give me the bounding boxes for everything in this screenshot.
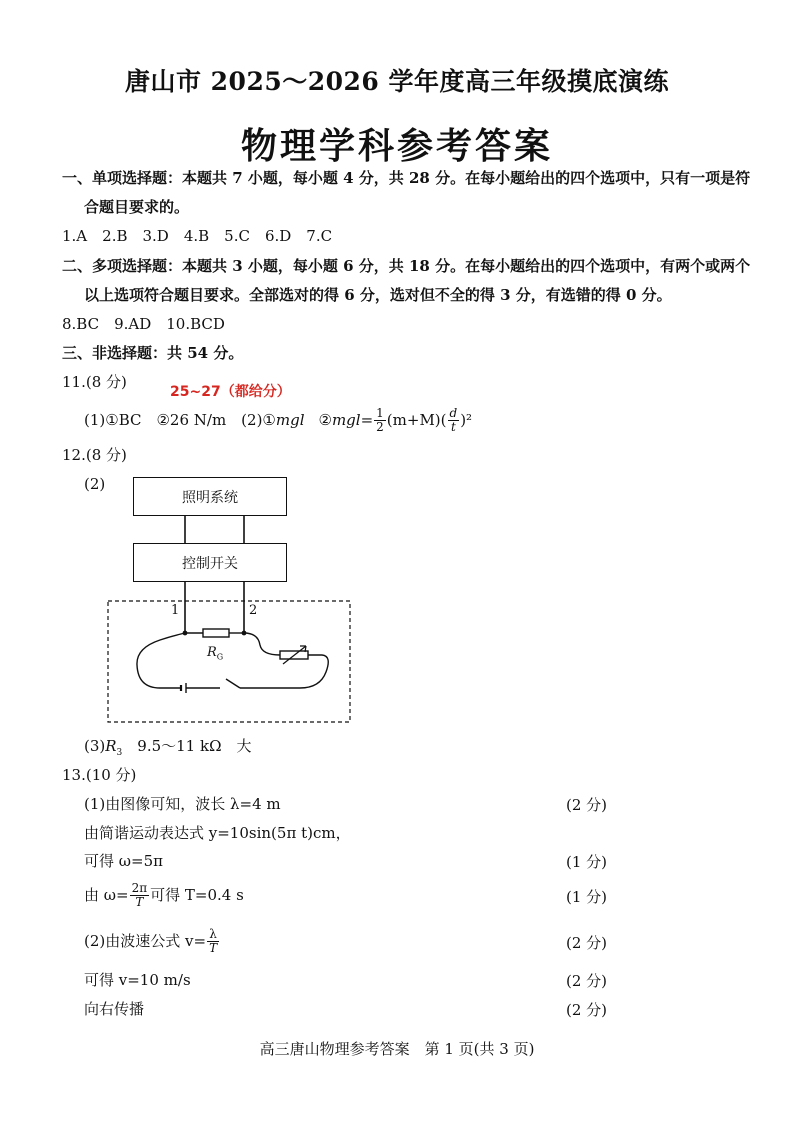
page-footer: 高三唐山物理参考答案 第 1 页(共 3 页) bbox=[259, 1040, 535, 1058]
q13-row7-text: 向右传播 bbox=[84, 1000, 145, 1018]
q11-answer-part2: ② bbox=[318, 411, 332, 429]
q13-row6-score: (2 分) bbox=[566, 972, 608, 990]
q13-row2-text: 由简谐运动表达式 y=10sin(5π t)cm， bbox=[84, 824, 351, 842]
switch-blade bbox=[226, 679, 240, 688]
q11-eq: = bbox=[360, 411, 374, 429]
q13-row7-score: (2 分) bbox=[566, 1001, 608, 1019]
q11-close: )² bbox=[460, 411, 473, 429]
q11-d-over-t: $\frac{d}{t}$ bbox=[449, 405, 458, 434]
q13-row1-text: (1)由图像可知，波长 λ=4 m bbox=[84, 795, 281, 813]
q13-row4-score: (1 分) bbox=[566, 888, 608, 906]
q13-row5-score: (2 分) bbox=[566, 934, 608, 952]
q13-velocity-fraction: $\frac{\lambda}{T}$ bbox=[209, 926, 218, 955]
section2-heading-line2: 以上选项符合题目要求。全部选对的得 6 分，选对但不全的得 3 分，有选错的得 0 分。 bbox=[84, 286, 672, 304]
q12-part3: $(3)R_3$ 9.5～11 kΩ 大 bbox=[84, 737, 252, 758]
q11-red-note: 25~27（都给分） bbox=[170, 384, 291, 400]
q12-number: 12.(8 分) bbox=[62, 446, 127, 464]
section1-heading-line2: 合题目要求的。 bbox=[84, 198, 190, 216]
section2-answers: 8.BC 9.AD 10.BCD bbox=[62, 315, 225, 333]
q11-half-fraction: $\frac{1}{2}$ bbox=[376, 405, 384, 434]
q13-row3-text: 可得 ω=5π bbox=[84, 852, 163, 870]
lighting-system-box: 照明系统 bbox=[133, 477, 287, 516]
q13-row6-text: 可得 v=10 m/s bbox=[84, 971, 191, 989]
q13-period-fraction: $\frac{2\pi}{T}$ bbox=[131, 880, 148, 909]
section3-heading: 三、非选择题：共 54 分。 bbox=[62, 344, 244, 362]
q13-row5-text: (2)由波速公式 v= $\frac{\lambda}{T}$ bbox=[84, 926, 218, 955]
q11-mgl-2: mgl bbox=[331, 411, 361, 429]
q11-mass-term: (m+M)( bbox=[386, 411, 447, 429]
q11-mgl: mgl bbox=[275, 411, 305, 429]
rg-label: $R_G$ bbox=[207, 645, 224, 662]
terminal-2-label: 2 bbox=[249, 603, 258, 618]
page-title: 物理学科参考答案 bbox=[240, 125, 553, 167]
dashed-enclosure bbox=[108, 601, 350, 722]
section1-answers: 1.A 2.B 3.D 4.B 5.C 6.D 7.C bbox=[62, 227, 333, 245]
q11-answer-part1: (1)①BC ②26 N/m (2)① bbox=[84, 411, 276, 429]
terminal-1-label: 1 bbox=[171, 603, 180, 618]
control-switch-box: 控制开关 bbox=[133, 543, 287, 582]
q11-number: 11.(8 分) bbox=[62, 373, 127, 391]
section2-heading-line1: 二、多项选择题：本题共 3 小题，每小题 6 分，共 18 分。在每小题给出的四个选项中，有两个或两个 bbox=[62, 257, 751, 275]
q12-part2-label: (2) bbox=[84, 475, 106, 493]
q13-row3-score: (1 分) bbox=[566, 853, 608, 871]
section1-heading-line1: 一、单项选择题：本题共 7 小题，每小题 4 分，共 28 分。在每小题给出的四个选项中，只有一项是符 bbox=[62, 169, 751, 187]
exam-title: 唐山市 2025～2026 学年度高三年级摸底演练 bbox=[124, 67, 670, 96]
q13-row1-score: (2 分) bbox=[566, 796, 608, 814]
q13-number: 13.(10 分) bbox=[62, 766, 137, 784]
q13-row4-text: 由 ω= $\frac{2\pi}{T}$ 可得 T=0.4 s bbox=[84, 880, 244, 909]
rg-resistor bbox=[203, 629, 229, 637]
